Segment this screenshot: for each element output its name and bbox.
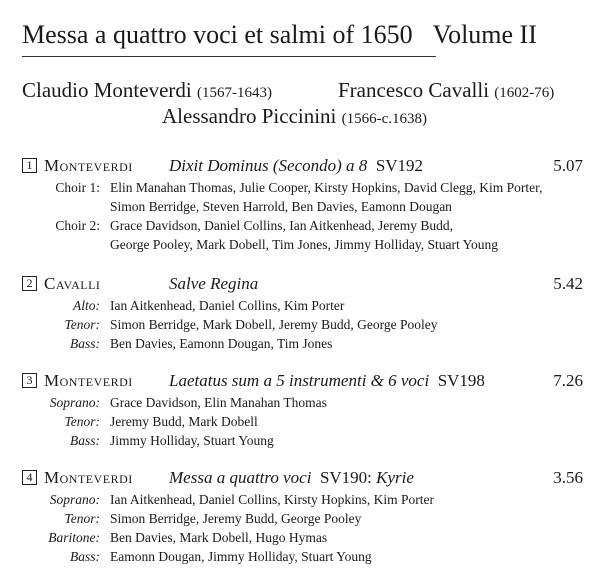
performer-line: Jimmy Holliday, Stuart Young (110, 433, 274, 448)
performer-line: George Pooley, Mark Dobell, Tim Jones, Jimmy Holliday, Stuart Young (110, 237, 499, 252)
performer-group (22, 490, 583, 509)
track-composer: Cavalli (44, 274, 101, 293)
voice-role: Alto: (73, 298, 100, 313)
voice-role: Tenor: (64, 317, 100, 332)
performer-line: Ian Aitkenhead, Daniel Collins, Kim Porter (110, 298, 345, 313)
performer-line: Ben Davies, Mark Dobell, Hugo Hymas (110, 530, 328, 545)
performer-group (22, 315, 583, 334)
voice-role: Baritone: (48, 530, 100, 545)
track-number: 4 (22, 470, 37, 485)
performer-line: Grace Davidson, Daniel Collins, Ian Aitkenhead, Jeremy Budd, (110, 218, 454, 233)
composer-monteverdi (22, 78, 272, 103)
performer-group (22, 412, 583, 431)
work-title: Dixit Dominus (169, 156, 269, 175)
voice-role: Tenor: (64, 414, 100, 429)
performer-line: Eamonn Dougan, Jimmy Holliday, Stuart Young (110, 549, 372, 564)
voice-role: Bass: (70, 336, 100, 351)
track-work (169, 371, 485, 391)
composer-name: Alessandro Piccinini (162, 104, 337, 128)
composer-name: Claudio Monteverdi (22, 78, 192, 102)
work-subtitle: (Secondo) a 8 (268, 156, 368, 175)
track-work (169, 156, 423, 176)
performer-line: Ian Aitkenhead, Daniel Collins, Kirsty Hopkins, Kim Porter (110, 492, 434, 507)
composer-dates: (1566-c.1638) (341, 111, 428, 127)
work-title: Salve Regina (169, 274, 259, 293)
track-duration: 5.07 (553, 156, 583, 175)
track-work (169, 468, 414, 488)
performer-line: Simon Berridge, Mark Dobell, Jeremy Budd, George Pooley (110, 317, 438, 332)
composer-cavalli (338, 78, 554, 103)
volume-label: Volume II (432, 20, 537, 49)
composer-dates: (1567-1643) (196, 85, 272, 101)
track-duration: 7.26 (553, 371, 583, 390)
track-work (169, 274, 258, 294)
composer-name: Francesco Cavalli (338, 78, 490, 102)
voice-role: Tenor: (64, 511, 100, 526)
performer-group (22, 509, 583, 528)
track-duration: 5.42 (553, 274, 583, 293)
performer-group (22, 216, 583, 254)
performer-line: Simon Berridge, Jeremy Budd, George Pooley (110, 511, 362, 526)
track-duration: 3.56 (553, 468, 583, 487)
work-title: Laetatus sum (169, 371, 260, 390)
work-subtitle: a 5 instrumenti & 6 voci (259, 371, 430, 390)
work-movement: Kyrie (376, 468, 414, 487)
title-underline (22, 56, 436, 57)
work-catalog: SV198 (437, 371, 485, 390)
work-catalog: SV192 (375, 156, 424, 175)
performer-line: Ben Davies, Eamonn Dougan, Tim Jones (110, 336, 333, 351)
performer-group (22, 178, 583, 216)
page-title (22, 20, 537, 50)
voice-role: Soprano: (49, 395, 100, 410)
track-composer: Monteverdi (44, 468, 133, 487)
track-composer: Monteverdi (44, 156, 133, 175)
track-2 (22, 274, 583, 353)
performer-line: Simon Berridge, Steven Harrold, Ben Davies, Eamonn Dougan (110, 199, 452, 214)
voice-role: Choir 1: (55, 180, 100, 195)
track-3 (22, 371, 583, 450)
performer-line: Grace Davidson, Elin Manahan Thomas (110, 395, 327, 410)
voice-role: Soprano: (49, 492, 100, 507)
performer-group (22, 393, 583, 412)
album-title: Messa a quattro voci et salmi of 1650 (22, 20, 413, 49)
voice-role: Choir 2: (55, 218, 100, 233)
composer-list (22, 78, 582, 130)
composer-piccinini (162, 104, 427, 129)
voice-role: Bass: (70, 549, 100, 564)
performer-line: Jeremy Budd, Mark Dobell (110, 414, 258, 429)
performer-group (22, 334, 583, 353)
performer-group (22, 431, 583, 450)
performer-line: Elin Manahan Thomas, Julie Cooper, Kirsty Hopkins, David Clegg, Kim Porter, (110, 180, 543, 195)
track-number: 2 (22, 276, 37, 291)
track-composer: Monteverdi (44, 371, 133, 390)
work-catalog: SV190: (319, 468, 372, 487)
track-number: 3 (22, 373, 37, 388)
track-4 (22, 468, 583, 566)
performer-group (22, 547, 583, 566)
work-title: Messa a quattro voci (169, 468, 312, 487)
track-number: 1 (22, 158, 37, 173)
performer-group (22, 296, 583, 315)
track-1 (22, 156, 583, 254)
composer-dates: (1602-76) (494, 85, 555, 101)
performer-group (22, 528, 583, 547)
voice-role: Bass: (70, 433, 100, 448)
